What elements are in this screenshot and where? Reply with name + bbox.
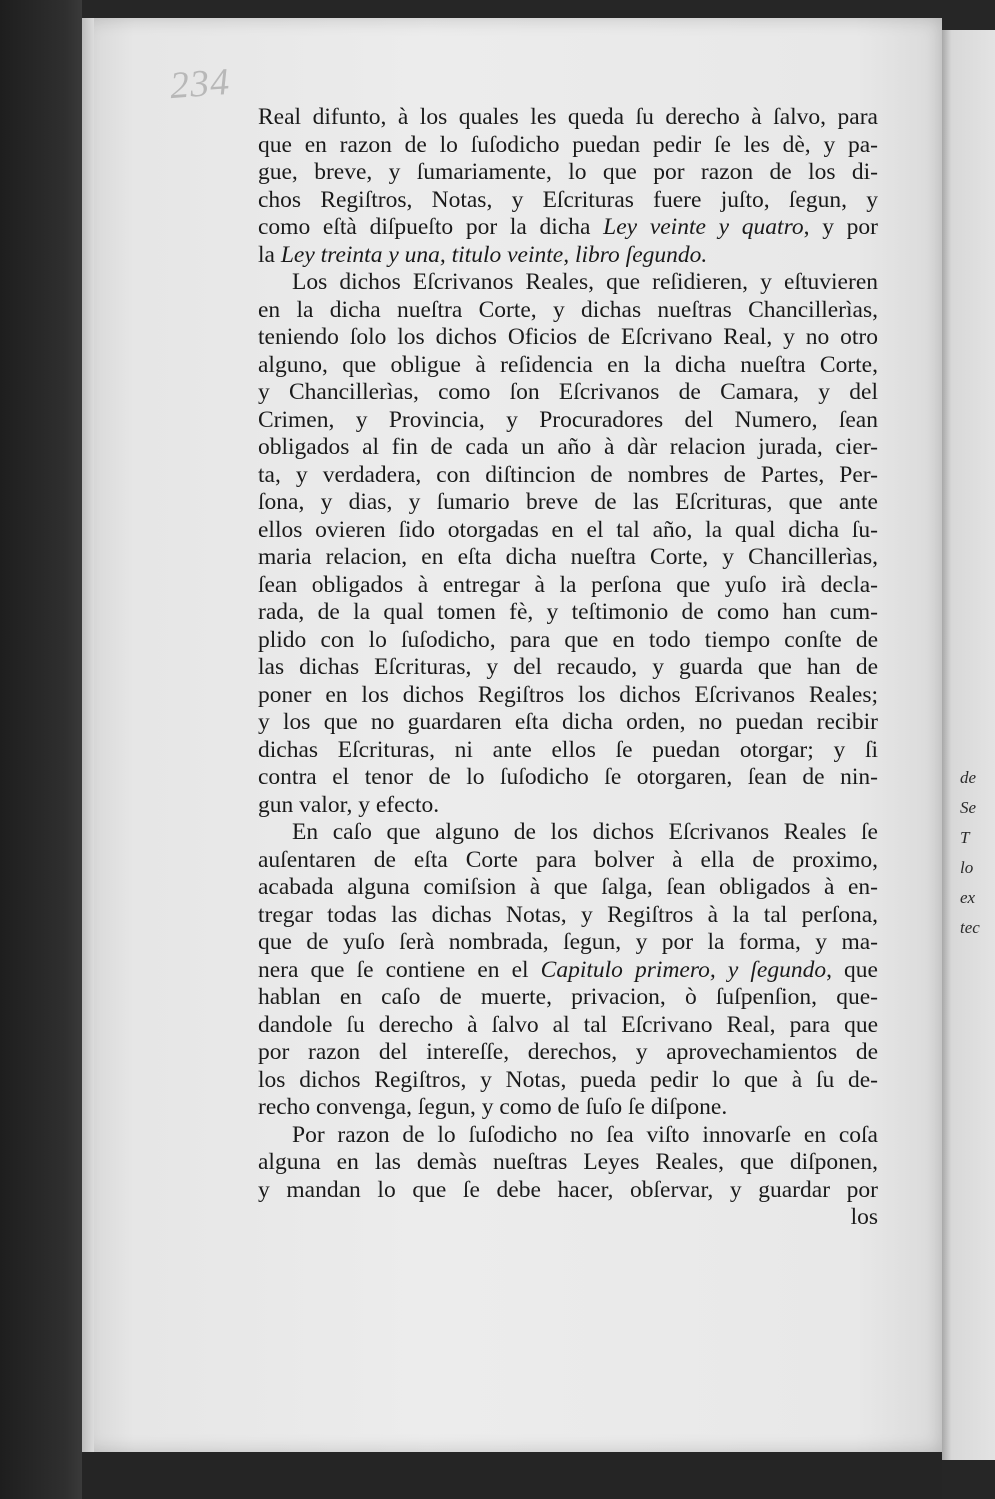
roman-text: acabada alguna comiſsion à que ſalga, ſean obligados à en-: [258, 874, 878, 900]
roman-text: poner en los dichos Regiſtros los dichos Eſcrivanos Reales;: [258, 681, 878, 708]
text-line: [258, 957, 878, 985]
text-line: [258, 132, 878, 160]
text-line: [258, 1122, 878, 1150]
roman-text: hablan en caſo de muerte, privacion, ò ſuſpenſion, que-: [258, 984, 878, 1010]
paragraph: [258, 269, 878, 819]
roman-text: Real difunto, à los quales les queda ſu derecho à ſalvo, para: [258, 104, 878, 130]
roman-text: Por razon de lo ſuſodicho no ſea viſto innovarſe en coſa: [292, 1121, 878, 1148]
roman-text: maria relacion, en eſta dicha nueſtra Corte, y Chancillerìas,: [258, 544, 878, 570]
paragraph: [258, 104, 878, 269]
roman-text: dichas Eſcrituras, ni ante ellos ſe puedan otorgar; y ſi: [258, 736, 878, 763]
facing-page-fragment: de: [960, 768, 977, 787]
roman-text: rada, de la qual tomen fè, y teſtimonio de como han cum-: [258, 599, 878, 625]
text-line: [258, 764, 878, 792]
italic-citation: Ley treinta y una, titulo veinte, libro ſegundo.: [280, 241, 708, 268]
text-line: [258, 599, 878, 627]
roman-text: como eſtà diſpueſto por la dicha: [258, 214, 604, 240]
handwritten-page-number: 234: [168, 60, 232, 108]
text-line: [258, 819, 878, 847]
roman-text: contra el tenor de lo ſuſodicho ſe otorgaren, ſean de nin-: [258, 764, 878, 790]
show-through-ink: [262, 86, 266, 104]
roman-text: alguna en las demàs nueſtras Leyes Reales, que diſponen,: [258, 1149, 878, 1175]
roman-text: Crimen, y Provincia, y Procuradores del Numero, ſean: [258, 406, 878, 433]
text-line: [258, 627, 878, 655]
text-line: [258, 517, 878, 545]
roman-text: plido con lo ſuſodicho, para que en todo tiempo conſte de: [258, 626, 878, 653]
roman-text: y mandan lo que ſe debe hacer, obſervar, y guardar por: [258, 1176, 878, 1203]
text-line: [258, 297, 878, 325]
text-line: [258, 269, 878, 297]
facing-page-fragment: lo: [960, 858, 974, 877]
roman-text: que en razon de lo ſuſodicho puedan pedir ſe les dè, y pa-: [258, 131, 878, 158]
page-gutter-shadow: [82, 18, 94, 1452]
roman-text: gue, breve, y ſumariamente, lo que por razon de los di-: [258, 159, 878, 185]
roman-text: En caſo que alguno de los dichos Eſcrivanos Reales ſe: [292, 819, 878, 845]
roman-text: por razon del intereſſe, derechos, y aprovechamientos de: [258, 1039, 878, 1065]
page-body-text: [258, 104, 878, 1232]
facing-page-fragment: ex: [960, 888, 976, 907]
roman-text: en la dicha nueſtra Corte, y dichas nueſtras Chancillerìas,: [258, 296, 878, 323]
text-line: [258, 159, 878, 187]
roman-text: Los dichos Eſcrivanos Reales, que reſidieren, y eſtuvieren: [292, 269, 878, 295]
dark-left-margin: [0, 0, 82, 1499]
text-line: [258, 1012, 878, 1040]
roman-text: ſona, y dias, y ſumario breve de las Eſcrituras, que ante: [258, 489, 878, 515]
roman-text: y Chancillerìas, como ſon Eſcrivanos de Camara, y del: [258, 379, 878, 405]
facing-page-fragment: Se: [960, 798, 977, 817]
text-line: [258, 407, 878, 435]
roman-text: los dichos Regiſtros, y Notas, pueda pedir lo que à ſu de-: [258, 1066, 878, 1093]
roman-text: ta, y verdadera, con diſtincion de nombres de Partes, Per-: [258, 461, 878, 488]
facing-page-fragment: tec: [960, 918, 980, 937]
roman-text: gun valor, y efecto.: [258, 791, 440, 818]
text-line: [258, 324, 878, 352]
text-line: [258, 1094, 878, 1122]
text-line: [258, 654, 878, 682]
text-line: [258, 792, 878, 820]
text-line: [258, 1067, 878, 1095]
italic-citation: Capitulo primero, y ſegundo: [540, 956, 827, 983]
roman-text: recho convenga, ſegun, y como de ſuſo ſe diſpone.: [258, 1094, 728, 1120]
text-line: [258, 434, 878, 462]
italic-citation: Ley veinte y quatro: [603, 214, 804, 240]
roman-text: ſean obligados à entregar à la perſona que yuſo irà decla-: [258, 571, 878, 598]
roman-text: las dichas Eſcrituras, y del recaudo, y guarda que han de: [258, 654, 878, 680]
roman-text: tregar todas las dichas Notas, y Regiſtros à la tal perſona,: [258, 901, 878, 928]
roman-text: teniendo ſolo los dichos Oficios de Eſcrivano Real, y no otro: [258, 324, 878, 350]
text-line: [258, 572, 878, 600]
page-bottom-edge: [82, 1452, 942, 1499]
roman-text: , y por: [803, 214, 879, 240]
text-line: [258, 874, 878, 902]
roman-text: chos Regiſtros, Notas, y Eſcrituras fuere juſto, ſegun, y: [258, 186, 878, 213]
text-line: [258, 737, 878, 765]
text-line: [258, 709, 878, 737]
catchword: los: [850, 1204, 878, 1230]
roman-text: ellos ovieren ſido otorgadas en el tal año, la qual dicha ſu-: [258, 516, 878, 543]
facing-page-edge: [942, 30, 995, 1460]
text-line: [258, 1177, 878, 1205]
text-line: [258, 929, 878, 957]
text-line: [258, 984, 878, 1012]
text-line: [258, 104, 878, 132]
text-line: [258, 352, 878, 380]
roman-text: , que: [826, 956, 878, 983]
roman-text: y los que no guardaren eſta dicha orden, no puedan recibir: [258, 709, 878, 735]
text-line: [258, 242, 878, 270]
roman-text: auſentaren de eſta Corte para bolver à ella de proximo,: [258, 846, 878, 873]
roman-text: alguno, que obligue à reſidencia en la dicha nueſtra Corte,: [258, 351, 878, 378]
roman-text: nera que ſe contiene en el: [258, 956, 541, 983]
text-line: [258, 682, 878, 710]
text-line: [258, 379, 878, 407]
paragraph: [258, 1122, 878, 1205]
text-line: [258, 187, 878, 215]
roman-text: dandole ſu derecho à ſalvo al tal Eſcrivano Real, para que: [258, 1011, 878, 1038]
roman-text: que de yuſo ſerà nombrada, ſegun, y por la forma, y ma-: [258, 929, 878, 955]
text-line: [258, 902, 878, 930]
roman-text: obligados al fin de cada un año à dàr relacion jurada, cier-: [258, 434, 878, 460]
text-line: [258, 847, 878, 875]
roman-text: la: [258, 241, 281, 268]
text-line: [258, 544, 878, 572]
text-line: [258, 1039, 878, 1067]
text-line: [258, 462, 878, 490]
text-line: [258, 1149, 878, 1177]
text-line: [258, 489, 878, 517]
text-line: [258, 214, 878, 242]
facing-page-fragment: T: [960, 828, 970, 847]
paragraph: [258, 819, 878, 1122]
